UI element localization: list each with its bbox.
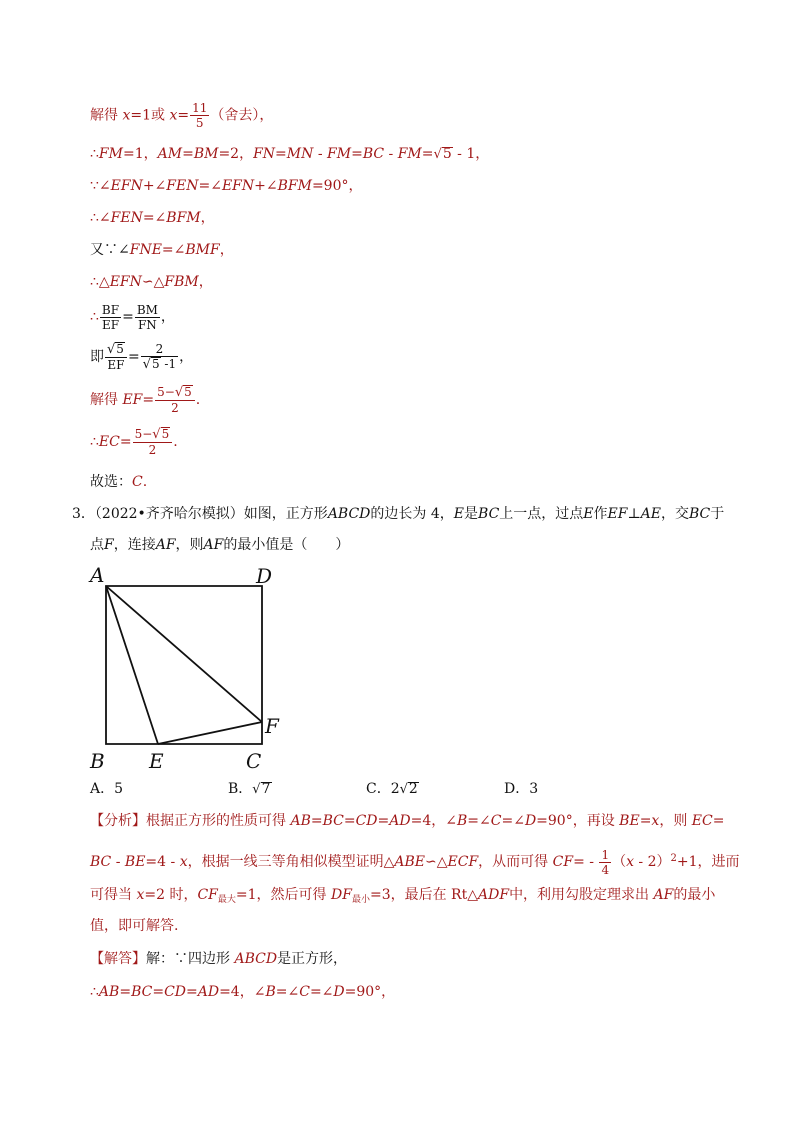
fraction-bf-ef: $\frac{BF}{EF}$ <box>101 302 120 332</box>
square-abcd <box>106 586 262 744</box>
label-d: D <box>256 564 273 588</box>
analysis-line-2: BC - BE=4 - x，根据一线三等角相似模型证明△ABE∽△ECF，从而可得 CF= - $\frac{1}{4}$ （x - 2）$^2$+1，进而 <box>90 847 740 877</box>
solution-line-4: ∴∠FEN=∠BFM， <box>90 210 215 226</box>
option-b[interactable]: B．√7 <box>228 781 271 797</box>
fraction-11-5: $\frac{11}{5}$ <box>192 101 208 130</box>
solution-line-5: 又∵∠FNE=∠BMF， <box>90 242 234 258</box>
fraction-ef-value: $\frac{5-√5}{2}$ <box>155 385 195 415</box>
solution-line-1: 解得 x=1或 x= $\frac{11}{5}$ （舍去）， <box>90 101 274 130</box>
solution-line-3: ∵∠EFN+∠FEN=∠EFN+∠BFM=90°， <box>90 178 363 194</box>
segment-ef <box>158 722 262 744</box>
solution-line-8: 即 $\frac{√5}{EF}$ = $\frac{2}{√5 -1}$ ， <box>90 342 194 372</box>
analysis-tag: 【分析】 <box>90 813 146 829</box>
label-c: C <box>246 749 262 773</box>
label-b: B <box>90 749 105 773</box>
solution-line-7: ∴ $\frac{BF}{EF}$ = $\frac{BM}{FN}$ ， <box>90 302 175 332</box>
square-figure <box>88 562 288 774</box>
option-c[interactable]: C．2√2 <box>366 781 418 797</box>
solution-heading: 【解答】解：∵四边形 ABCD是正方形， <box>90 951 348 967</box>
option-a[interactable]: A．5 <box>90 781 124 797</box>
fraction-1-4: $\frac{1}{4}$ <box>601 847 610 877</box>
question-3-line-2: 点F，连接AF，则AF的最小值是（ ） <box>90 537 350 553</box>
solution-line-10: ∴EC= $\frac{5-√5}{2}$ . <box>90 427 178 457</box>
analysis-line-4: 值，即可解答. <box>90 918 179 934</box>
segment-af <box>106 586 262 722</box>
analysis-line-1: 【分析】根据正方形的性质可得 AB=BC=CD=AD=4，∠B=∠C=∠D=90°，再设 BE=x，则 EC= <box>90 813 725 829</box>
answer-line: 故选：C. <box>90 474 148 490</box>
solution-step-1: ∴AB=BC=CD=AD=4，∠B=∠C=∠D=90°， <box>90 984 396 1000</box>
analysis-line-3: 可得当 x=2 时，$CF_{最大}=1$，然后可得 $DF_{最小}=3$，最后在 Rt△ADF中，利用勾股定理求出 AF的最小 <box>90 887 716 905</box>
label-f: F <box>265 714 279 738</box>
answer-options <box>90 778 642 801</box>
solution-line-2: ∴FM=1，AM=BM=2，FN=MN - FM=BC - FM=√5 - 1， <box>90 146 490 162</box>
fraction-ec-value: $\frac{5-√5}{2}$ <box>133 427 173 457</box>
label-a: A <box>90 563 105 587</box>
fraction-bm-fn: $\frac{BM}{FN}$ <box>136 302 158 332</box>
solution-line-9: 解得 EF= $\frac{5-√5}{2}$ . <box>90 385 201 415</box>
fraction-sqrt5-ef: $\frac{√5}{EF}$ <box>105 342 127 372</box>
label-e: E <box>149 749 164 773</box>
solution-line-6: ∴△EFN∽△FBM， <box>90 274 213 290</box>
solution-tag: 【解答】 <box>90 951 146 967</box>
fraction-2-sqrt5-1: $\frac{2}{√5 -1}$ <box>142 342 177 372</box>
question-3-line-1: 3．（2022•齐齐哈尔模拟）如图，正方形ABCD的边长为 4，E是BC上一点，过点E作EF⊥AE，交BC于 <box>72 506 725 522</box>
option-d[interactable]: D．3 <box>504 781 539 797</box>
